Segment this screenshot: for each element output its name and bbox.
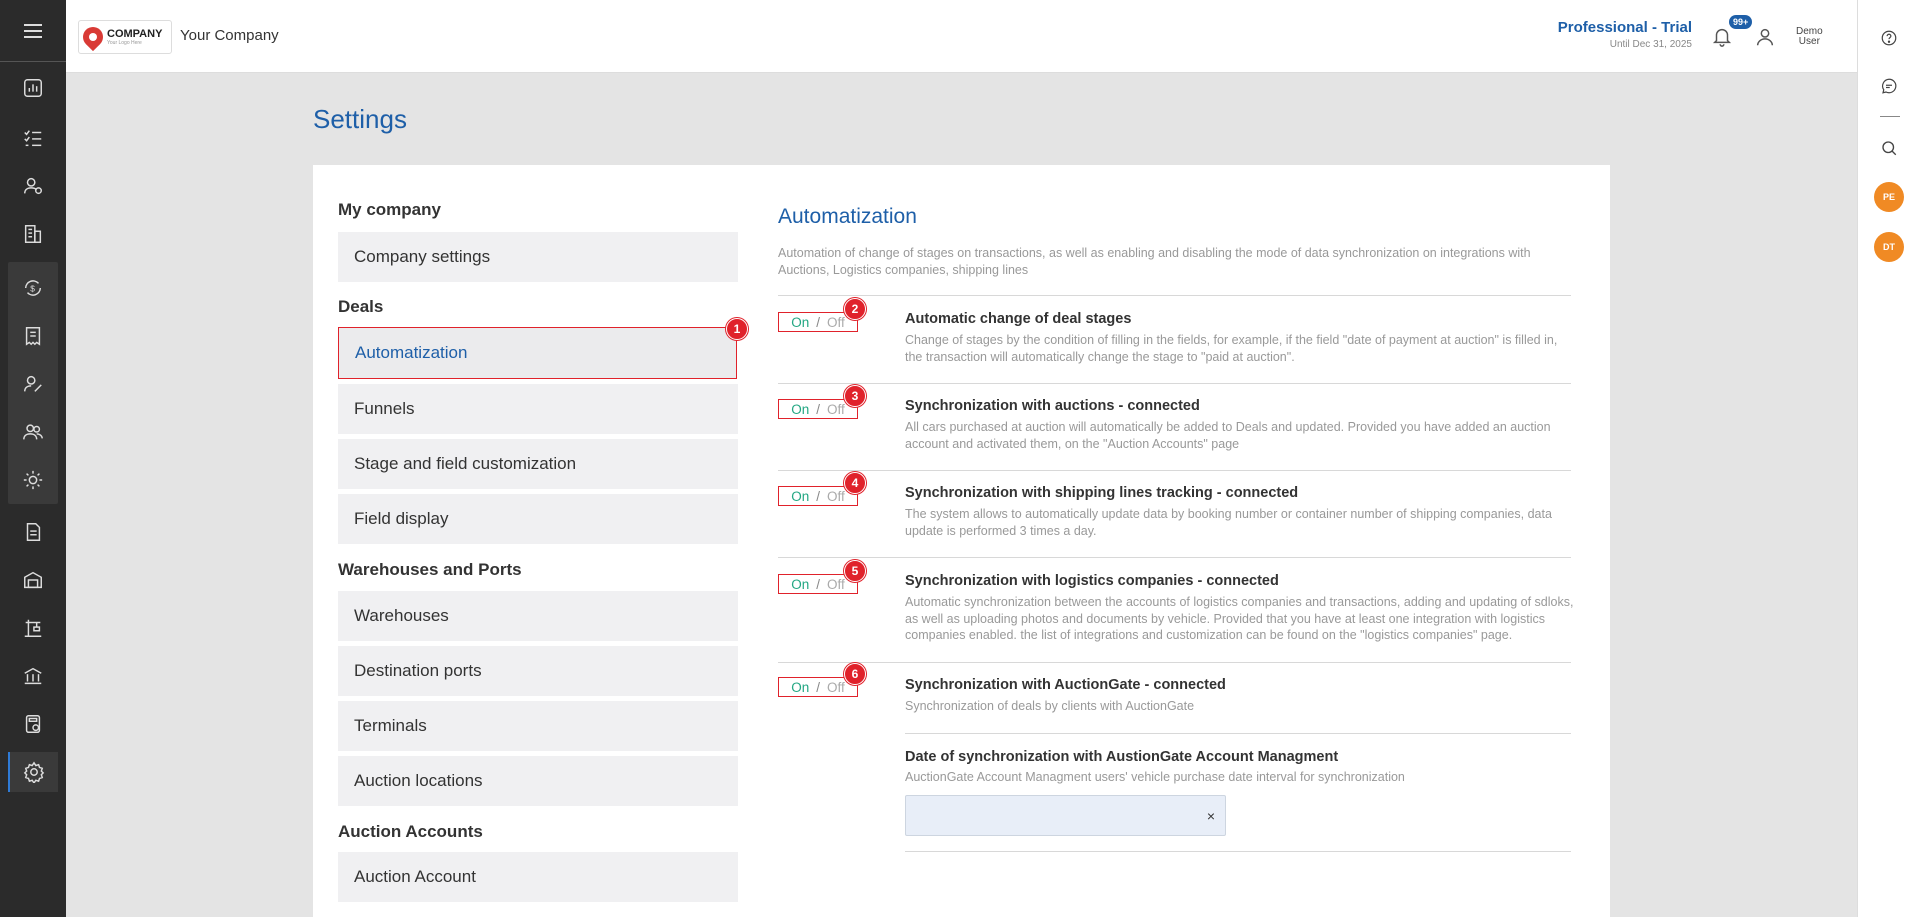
toggle-off-label: Off xyxy=(827,679,845,695)
chat-icon xyxy=(1880,77,1898,95)
clear-date-button[interactable]: × xyxy=(1206,808,1215,824)
item-title: Automatic change of deal stages xyxy=(905,311,1132,327)
annotation-marker-4: 4 xyxy=(844,472,866,494)
divider xyxy=(778,557,1571,558)
nav-warehouse[interactable] xyxy=(0,560,66,600)
nav-documents[interactable] xyxy=(0,512,66,552)
user-settings-icon xyxy=(22,175,44,197)
nav-user-settings[interactable] xyxy=(0,460,66,500)
toggle-separator: / xyxy=(816,576,820,592)
user-icon xyxy=(1754,26,1776,48)
toggle-on-label: On xyxy=(791,401,810,417)
auction-account-button[interactable]: Auction Account xyxy=(338,852,738,902)
logo-text: COMPANY xyxy=(107,27,163,40)
building-icon xyxy=(22,223,44,245)
annotation-marker-6: 6 xyxy=(844,663,866,685)
item-description: Change of stages by the condition of filling in the fields, for example, if the field "date of payment at auction" is filled in, the transaction will automatically change the stage to "paid at auction". xyxy=(905,333,1558,364)
toggle-on-label: On xyxy=(791,314,810,330)
annotation-marker-1: 1 xyxy=(726,318,748,340)
avatar-dt: DT xyxy=(1874,232,1904,262)
page-title: Settings xyxy=(313,104,407,134)
company-name: Your Company xyxy=(180,27,279,44)
help-icon xyxy=(1880,29,1898,47)
nav-calculator[interactable] xyxy=(0,704,66,744)
nav-deals[interactable] xyxy=(0,268,66,308)
notifications-badge: 99+ xyxy=(1729,15,1752,29)
divider xyxy=(778,383,1571,384)
crane-icon xyxy=(22,617,44,639)
funnels-button[interactable]: Funnels xyxy=(338,384,738,434)
warehouses-button[interactable]: Warehouses xyxy=(338,591,738,641)
field-display-button[interactable]: Field display xyxy=(338,494,738,544)
annotation-marker-3: 3 xyxy=(844,385,866,407)
item-description: The system allows to automatically update data by booking number or container number of shipping companies, data update is performed 3 times a day. xyxy=(905,507,1552,538)
toggle-off-label: Off xyxy=(827,576,845,592)
automatization-description: Automation of change of stages on transactions, as well as enabling and disabling the mode of data synchronization on integrations with Auctions, Logistics companies, shipping lines xyxy=(778,246,1531,277)
search-button[interactable] xyxy=(1858,130,1919,166)
date-sync-title: Date of synchronization with AustionGate Account Managment xyxy=(905,749,1339,765)
warehouse-icon xyxy=(22,569,44,591)
logo-subtext: Your Logo Here xyxy=(107,39,142,46)
user-first-name: Demo xyxy=(1796,26,1823,37)
top-bar xyxy=(66,0,1857,73)
plan-title: Professional - Trial xyxy=(1557,19,1692,36)
gear-icon xyxy=(23,761,45,783)
toggle-separator: / xyxy=(816,314,820,330)
automatization-title: Automatization xyxy=(778,205,917,228)
toggle-on-label: On xyxy=(791,576,810,592)
annotation-marker-2: 2 xyxy=(844,298,866,320)
left-navigation xyxy=(0,0,66,917)
item-description: All cars purchased at auction will automatically be added to Deals and updated. Provided you have added an auction account and activated them, on the "Auction Accounts" page xyxy=(905,420,1551,451)
nav-tasks[interactable] xyxy=(0,118,66,158)
toggle-on-label: On xyxy=(791,488,810,504)
nav-auctions[interactable] xyxy=(0,656,66,696)
nav-clients[interactable] xyxy=(0,364,66,404)
section-auction-accounts: Auction Accounts xyxy=(338,822,483,841)
item-title: Synchronization with shipping lines tracking - connected xyxy=(905,485,1299,501)
right-rail xyxy=(1857,0,1919,917)
checklist-icon xyxy=(22,127,44,149)
search-icon xyxy=(1880,139,1898,157)
money-cycle-icon xyxy=(22,277,44,299)
divider xyxy=(778,470,1571,471)
toggle-on-label: On xyxy=(791,679,810,695)
nav-settings[interactable] xyxy=(8,752,58,792)
settings-panel xyxy=(313,165,1610,917)
annotation-marker-5: 5 xyxy=(844,560,866,582)
toggle-separator: / xyxy=(816,679,820,695)
svg-text:$: $ xyxy=(30,284,35,294)
section-warehouses-ports: Warehouses and Ports xyxy=(338,560,522,579)
chart-icon xyxy=(22,77,44,99)
company-settings-button[interactable]: Company settings xyxy=(338,232,738,282)
terminals-button[interactable]: Terminals xyxy=(338,701,738,751)
bell-icon xyxy=(1711,25,1733,47)
automatization-button[interactable]: Automatization xyxy=(338,327,737,379)
gear-person-icon xyxy=(22,469,44,491)
divider xyxy=(905,851,1571,852)
separator xyxy=(1880,116,1900,117)
user-edit-icon xyxy=(22,373,44,395)
date-range-input[interactable] xyxy=(905,795,1226,836)
toggle-off-label: Off xyxy=(827,401,845,417)
nav-invoices[interactable] xyxy=(0,316,66,356)
divider xyxy=(905,733,1571,734)
user-avatar-dt[interactable] xyxy=(1858,229,1919,265)
menu-icon xyxy=(22,22,44,40)
user-avatar-button[interactable] xyxy=(1748,20,1782,54)
calculator-icon xyxy=(22,713,44,735)
bank-icon xyxy=(22,665,44,687)
avatar-pe: PE xyxy=(1874,182,1904,212)
company-logo[interactable] xyxy=(78,20,172,54)
item-description: Synchronization of deals by clients with AuctionGate xyxy=(905,699,1195,713)
toggle-off-label: Off xyxy=(827,488,845,504)
user-avatar-pe[interactable] xyxy=(1858,179,1919,215)
stage-field-customization-button[interactable]: Stage and field customization xyxy=(338,439,738,489)
user-last-name: User xyxy=(1798,36,1820,47)
nav-dashboard[interactable] xyxy=(0,68,66,108)
plan-until: Until Dec 31, 2025 xyxy=(1609,39,1692,50)
item-title: Synchronization with auctions - connected xyxy=(905,398,1200,414)
nav-users[interactable] xyxy=(0,412,66,452)
destination-ports-button[interactable]: Destination ports xyxy=(338,646,738,696)
nav-contacts[interactable] xyxy=(0,166,66,206)
toggle-separator: / xyxy=(816,488,820,504)
divider xyxy=(778,662,1571,663)
toggle-separator: / xyxy=(816,401,820,417)
section-deals: Deals xyxy=(338,297,384,316)
chat-button[interactable] xyxy=(1858,68,1919,104)
location-pin-icon xyxy=(79,23,107,51)
toggle-off-label: Off xyxy=(827,314,845,330)
help-button[interactable] xyxy=(1858,20,1919,56)
item-description: Automatic synchronization between the accounts of logistics companies and transactions, adding and updating of sdloks, as well as uploading photos and documents by vehicle. Provided that you have at least one integration with logistics companies enabled. the list of integrations and customization can be found on the "logistics companies" page. xyxy=(905,595,1574,642)
plan-info[interactable] xyxy=(1558,19,1692,50)
divider xyxy=(778,295,1571,296)
item-title: Synchronization with AuctionGate - connected xyxy=(905,677,1226,693)
receipt-icon xyxy=(22,325,44,347)
hamburger-menu-button[interactable] xyxy=(0,0,66,62)
nav-companies[interactable] xyxy=(0,214,66,254)
auction-locations-button[interactable]: Auction locations xyxy=(338,756,738,806)
nav-ports[interactable] xyxy=(0,608,66,648)
users-icon xyxy=(22,421,44,443)
item-title: Synchronization with logistics companies - connected xyxy=(905,573,1279,589)
date-sync-description: AuctionGate Account Managment users' vehicle purchase date interval for synchronization xyxy=(905,770,1405,784)
document-icon xyxy=(22,521,44,543)
section-my-company: My company xyxy=(338,200,441,219)
user-name[interactable] xyxy=(1796,27,1823,47)
